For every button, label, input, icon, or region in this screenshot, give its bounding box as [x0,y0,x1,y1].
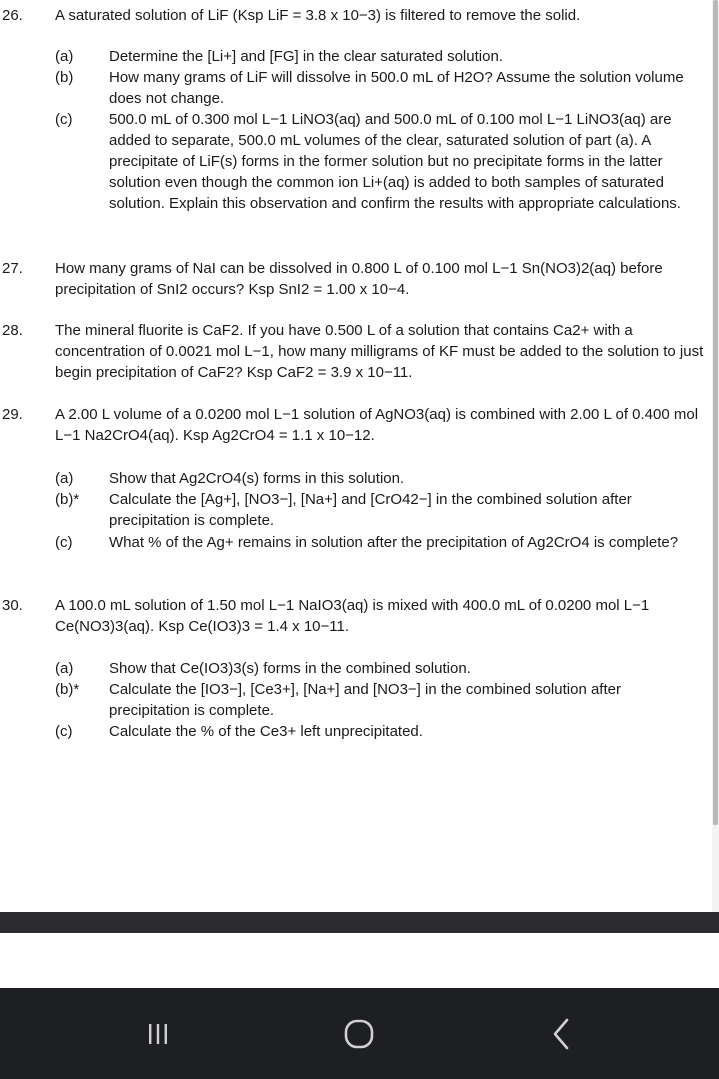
home-button[interactable] [299,988,419,1079]
question-number: 27. [2,260,23,277]
back-button[interactable] [502,988,622,1079]
question-number: 30. [2,597,23,614]
recent-apps-icon [145,1021,171,1047]
part-label: (b)* [55,491,80,508]
part-text: Calculate the [Ag+], [NO3−], [Na+] and [CrO42−] in the combined solution after precipitation is complete. [109,491,632,529]
scrollbar-track[interactable] [712,0,719,912]
part-label: (c) [55,534,73,551]
scrollbar-thumb[interactable] [713,0,718,825]
part-label: (a) [55,470,74,487]
part-text: How many grams of LiF will dissolve in 500.0 mL of H2O? Assume the solution volume does not change. [109,69,684,107]
question-stem: A 2.00 L volume of a 0.0200 mol L−1 solution of AgNO3(aq) is combined with 2.00 L of 0.400 mol L−1 Na2CrO4(aq). Ksp Ag2CrO4 = 1.1 x 10−12. [55,406,699,444]
question-stem: The mineral fluorite is CaF2. If you have 0.500 L of a solution that contains Ca2+ with a concentration of 0.0021 mol L−1, how many milligrams of KF must be added to the solution to just begin precipitation of CaF2? Ksp CaF2 = 3.9 x 10−11. [55,322,704,381]
question-stem: A saturated solution of LiF (Ksp LiF = 3.8 x 10−3) is filtered to remove the solid. [55,7,581,24]
part-label: (c) [55,723,73,740]
part-text: Show that Ce(IO3)3(s) forms in the combined solution. [109,660,471,677]
question-stem: A 100.0 mL solution of 1.50 mol L−1 NaIO3(aq) is mixed with 400.0 mL of 0.0200 mol L−1 Ce(NO3)3(aq). Ksp Ce(IO3)3 = 1.4 x 10−11. [55,597,650,635]
part-label: (b)* [55,681,80,698]
part-text: Determine the [Li+] and [FG] in the clear saturated solution. [109,48,503,65]
part-text: What % of the Ag+ remains in solution after the precipitation of Ag2CrO4 is complete? [109,534,679,551]
blank-area [0,933,719,988]
bottom-divider-bar [0,912,719,933]
recent-apps-button[interactable] [98,988,218,1079]
part-label: (b) [55,69,74,86]
part-label: (a) [55,660,74,677]
question-number: 29. [2,406,23,423]
part-label: (c) [55,111,73,128]
back-icon [549,1017,575,1051]
system-navigation-bar [0,988,719,1079]
part-text: 500.0 mL of 0.300 mol L−1 LiNO3(aq) and 500.0 mL of 0.100 mol L−1 LiNO3(aq) are added to separate, 500.0 mL volumes of the clear, saturated solution of part (a). A precipitate of LiF(s) forms in the former solution but no precipitate forms in the latter solution even though the common ion Li+(aq) is added to both samples of saturated solution. Explain this observation and confirm the results with appropriate calculations. [109,111,681,212]
part-text: Show that Ag2CrO4(s) forms in this solution. [109,470,405,487]
part-text: Calculate the % of the Ce3+ left unprecipitated. [109,723,423,740]
part-text: Calculate the [IO3−], [Ce3+], [Na+] and [NO3−] in the combined solution after precipitation is complete. [109,681,621,719]
part-label: (a) [55,48,74,65]
question-number: 28. [2,322,23,339]
home-icon [342,1017,376,1051]
question-stem: How many grams of NaI can be dissolved in 0.800 L of 0.100 mol L−1 Sn(NO3)2(aq) before precipitation of SnI2 occurs? Ksp SnI2 = 1.00 x 10−4. [55,260,663,298]
question-number: 26. [2,7,23,24]
